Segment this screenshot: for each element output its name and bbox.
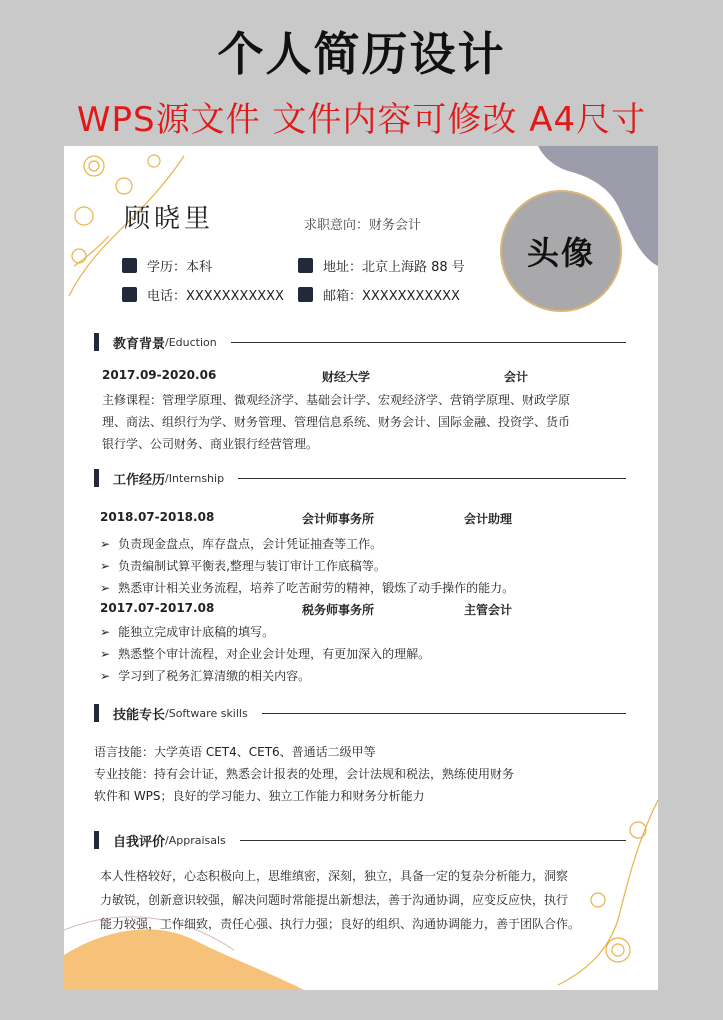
text-line: 本人性格较好，心态积极向上，思维缜密，深刻，独立，具备一定的复杂分析能力，洞察: [100, 869, 569, 883]
building-icon: [298, 258, 313, 273]
avatar[interactable]: [500, 190, 622, 312]
section-subtitle: /Software skills: [165, 706, 248, 720]
info-phone: [122, 285, 284, 304]
arrow-right-icon: ➢: [100, 581, 111, 595]
job-intent: 求职意向：财务会计: [304, 218, 422, 233]
text-line: 主修课程：管理学原理、微观经济学、基础会计学、宏观经济学、营销学原理、财政学原: [102, 393, 571, 407]
list-item: ➢ 学习到了税务汇算清缴的相关内容。: [100, 669, 311, 683]
banner-title: 个人简历设计: [217, 27, 506, 81]
resume-sheet: [64, 146, 658, 990]
arrow-right-icon: ➢: [100, 669, 111, 683]
list-item: ➢ 负责编制试算平衡表,整理与装订审计工作底稿等。: [100, 559, 386, 573]
text-line: 力敏锐，创新意识较强，解决问题时常能提出新想法，善于沟通协调，应变反应快，执行: [100, 893, 569, 907]
section-self: [94, 830, 626, 850]
list-item: ➢ 熟悉整个审计流程，对企业会计处理，有更加深入的理解。: [100, 647, 431, 661]
section-title: 技能专长: [113, 707, 166, 723]
job-date: 2017.07-2017.08: [100, 601, 215, 615]
job-company: 税务师事务所: [302, 603, 375, 617]
section-subtitle: /Appraisals: [165, 833, 226, 847]
banner-subtitle: WPS源文件 文件内容可修改 A4尺寸: [76, 100, 647, 140]
arrow-right-icon: ➢: [100, 537, 111, 551]
mail-icon: [298, 287, 313, 302]
section-skills: [94, 703, 626, 723]
job-role: 主管会计: [464, 603, 513, 617]
list-item: ➢ 能独立完成审计底稿的填写。: [100, 625, 275, 639]
info-education-text: 学历：本科: [147, 260, 213, 275]
job-date: 2018.07-2018.08: [100, 510, 215, 524]
text-line: 语言技能：大学英语 CET4、CET6、普通话二级甲等: [94, 745, 376, 759]
section-education: [94, 332, 626, 352]
info-address: [298, 256, 465, 275]
arrow-right-icon: ➢: [100, 647, 111, 661]
phone-icon: [122, 287, 137, 302]
section-title: 教育背景: [113, 336, 166, 352]
arrow-right-icon: ➢: [100, 625, 111, 639]
job-company: 会计师事务所: [302, 512, 375, 526]
avatar-label: 头像: [526, 234, 595, 272]
list-item: ➢ 负责现金盘点，库存盘点，会计凭证抽查等工作。: [100, 537, 383, 551]
info-email: [298, 285, 460, 304]
edu-major: 会计: [504, 370, 529, 384]
text-line: 理、商法、组织行为学、财务管理、管理信息系统、财务会计、国际金融、投资学、货币: [102, 415, 571, 429]
skills-text: [94, 741, 514, 807]
job-role: 会计助理: [464, 512, 513, 526]
info-education: [122, 256, 212, 275]
section-work: [94, 468, 626, 488]
arrow-right-icon: ➢: [100, 559, 111, 573]
text-line: 软件和 WPS；良好的学习能力、独立工作能力和财务分析能力: [94, 789, 425, 803]
text-line: 银行学、公司财务、商业银行经营管理。: [102, 437, 319, 451]
edu-date: 2017.09-2020.06: [102, 368, 217, 382]
text-line: 专业技能：持有会计证，熟悉会计报表的处理，会计法规和税法，熟练使用财务: [94, 767, 515, 781]
info-phone-text: 电话：XXXXXXXXXXX: [147, 289, 284, 304]
edu-courses: [102, 389, 570, 455]
list-item: ➢ 熟悉审计相关业务流程，培养了吃苦耐劳的精神，锻炼了动手操作的能力。: [100, 581, 515, 595]
section-subtitle: /Internship: [165, 471, 225, 485]
info-email-text: 邮箱：XXXXXXXXXXX: [323, 289, 460, 304]
text-line: 能力较强，工作细致，责任心强、执行力强；良好的组织、沟通协调能力，善于团队合作。: [100, 917, 581, 931]
info-address-text: 地址：北京上海路 88 号: [323, 260, 465, 275]
edu-school: 财经大学: [322, 370, 371, 384]
section-title: 工作经历: [113, 472, 166, 488]
section-subtitle: /Eduction: [165, 335, 217, 349]
section-title: 自我评价: [113, 834, 166, 850]
candidate-name: 顾晓里: [124, 204, 215, 234]
self-text: [100, 864, 580, 936]
person-icon: [122, 258, 137, 273]
